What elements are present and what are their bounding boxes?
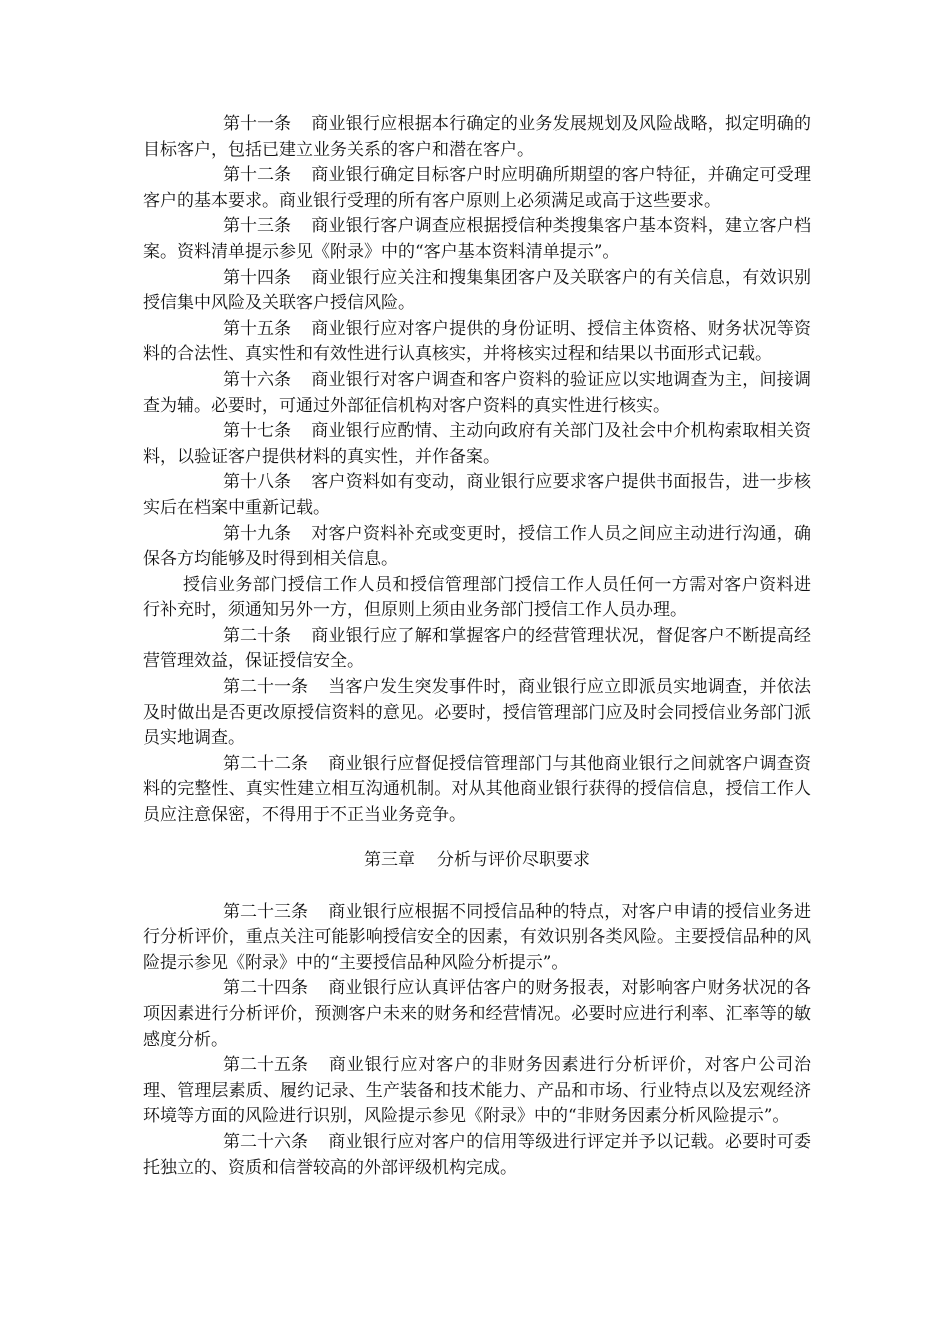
- article-text: 商业银行应了解和掌握客户的经营管理状况，督促客户不断提高经营管理效益，保证授信安全。: [143, 625, 811, 672]
- article-paragraph: [143, 522, 811, 573]
- document-page: [143, 112, 811, 1181]
- article-text: 商业银行应根据本行确定的业务发展规划及风险战略，拟定明确的目标客户，包括已建立业务关系的客户和潜在客户。: [143, 114, 811, 160]
- article-number: 第十四条: [223, 267, 291, 288]
- article-number: 第二十条: [223, 625, 291, 646]
- article-paragraph: [143, 752, 811, 829]
- article-paragraph: [143, 470, 811, 521]
- articles-before-chapter: [143, 112, 811, 829]
- article-text: 商业银行应对客户提供的身份证明、授信主体资格、财务状况等资料的合法性、真实性和有效性进行认真核实，并将核实过程和结果以书面形式记载。: [143, 318, 811, 365]
- article-number: 第二十三条: [223, 901, 308, 922]
- article-text: 商业银行应关注和搜集集团客户及关联客户的有关信息，有效识别授信集中风险及关联客户授信风险。: [143, 267, 811, 314]
- article-paragraph: [143, 317, 811, 368]
- article-text: 商业银行应对客户的非财务因素进行分析评价，对客户公司治理、管理层素质、履约记录、生产装备和技术能力、产品和市场、行业特点以及宏观经济环境等方面的风险进行识别，风险提示参见《附录》中的“非财务因素分析风险提示”。: [143, 1055, 811, 1127]
- article-paragraph: [143, 419, 811, 470]
- article-text: 商业银行确定目标客户时应明确所期望的客户特征，并确定可受理客户的基本要求。商业银行受理的所有客户原则上必须满足或高于这些要求。: [143, 165, 811, 211]
- article-text: 对客户资料补充或变更时，授信工作人员之间应主动进行沟通，确保各方均能够及时得到相关信息。: [143, 523, 811, 570]
- chapter-heading: [143, 847, 811, 873]
- article-number: 第二十二条: [223, 753, 308, 774]
- article-text: 商业银行应认真评估客户的财务报表，对影响客户财务状况的各项因素进行分析评价，预测客户未来的财务和经营情况。必要时应进行利率、汇率等的敏感度分析。: [143, 978, 811, 1050]
- article-number: 第十八条: [223, 472, 291, 493]
- article-number: 第十五条: [223, 318, 291, 339]
- article-paragraph: [143, 976, 811, 1053]
- article-text: 商业银行应对客户的信用等级进行评定并予以记载。必要时可委托独立的、资质和信誉较高的外部评级机构完成。: [143, 1131, 811, 1178]
- article-text: 商业银行客户调查应根据授信种类搜集客户基本资料，建立客户档案。资料清单提示参见《附录》中的“客户基本资料清单提示”。: [143, 216, 811, 262]
- article-paragraph: [143, 1130, 811, 1181]
- article-paragraph: [143, 163, 811, 214]
- article-text: 客户资料如有变动，商业银行应要求客户提供书面报告，进一步核实后在档案中重新记载。: [143, 472, 811, 518]
- article-paragraph: [143, 368, 811, 419]
- article-number: 第十九条: [223, 523, 291, 544]
- articles-after-chapter: [143, 900, 811, 1182]
- article-text: 商业银行应根据不同授信品种的特点，对客户申请的授信业务进行分析评价，重点关注可能影响授信安全的因素，有效识别各类风险。主要授信品种的风险提示参见《附录》中的“主要授信品种风险分析提示”。: [143, 901, 811, 973]
- article-paragraph: [143, 214, 811, 265]
- article-text: 商业银行应督促授信管理部门与其他商业银行之间就客户调查资料的完整性、真实性建立相互沟通机制。对从其他商业银行获得的授信信息，授信工作人员应注意保密，不得用于不正当业务竞争。: [143, 753, 811, 826]
- article-number: 第二十一条: [223, 677, 308, 698]
- article-text: 当客户发生突发事件时，商业银行应立即派员实地调查，并依法及时做出是否更改原授信资料的意见。必要时，授信管理部门应及时会同授信业务部门派员实地调查。: [143, 677, 811, 749]
- article-paragraph: [143, 900, 811, 977]
- article-number: 第二十五条: [223, 1055, 308, 1076]
- article-paragraph: [143, 266, 811, 317]
- chapter-title: 分析与评价尽职要求: [437, 849, 590, 870]
- article-paragraph: [143, 112, 811, 163]
- article-text: 商业银行应酌情、主动向政府有关部门及社会中介机构索取相关资料，以验证客户提供材料的真实性，并作备案。: [143, 421, 811, 467]
- article-number: 第二十六条: [223, 1131, 308, 1152]
- article-text: 商业银行对客户调查和客户资料的验证应以实地调查为主，间接调查为辅。必要时，可通过外部征信机构对客户资料的真实性进行核实。: [143, 369, 811, 416]
- article-number: 第十六条: [223, 369, 291, 390]
- article-paragraph: [143, 624, 811, 675]
- article-paragraph: [143, 1053, 811, 1130]
- article-number: 第十三条: [223, 216, 291, 237]
- article-number: 第二十四条: [223, 978, 308, 999]
- article-paragraph: [143, 675, 811, 752]
- chapter-number: 第三章: [364, 849, 415, 870]
- article-number: 第十七条: [223, 421, 291, 442]
- article-paragraph: [143, 573, 811, 624]
- article-text: 授信业务部门授信工作人员和授信管理部门授信工作人员任何一方需对客户资料进行补充时，须通知另外一方，但原则上须由业务部门授信工作人员办理。: [143, 574, 811, 621]
- article-number: 第十二条: [223, 165, 291, 186]
- article-number: 第十一条: [223, 114, 291, 134]
